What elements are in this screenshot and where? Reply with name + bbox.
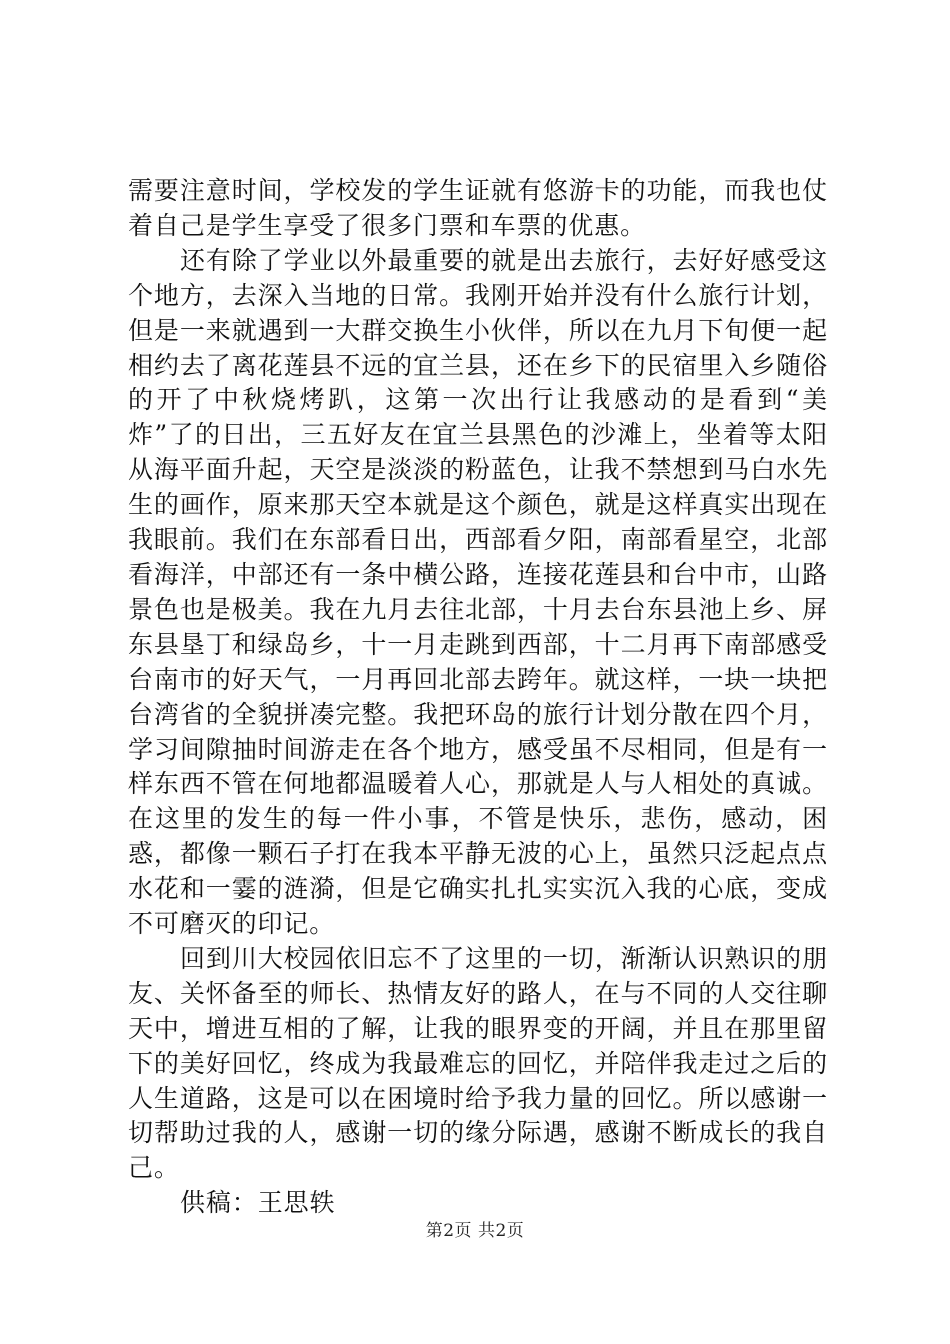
author-credit: 供稿：王思轶 [180,1188,336,1218]
document-body [128,174,828,1221]
paragraph-continuation: 需要注意时间，学校发的学生证就有悠游卡的功能，而我也仗着自己是学生享受了很多门票和车票的优惠。 [128,176,828,240]
page-number-footer: 第2页 共2页 [425,1221,525,1241]
paragraph-return: 回到川大校园依旧忘不了这里的一切，渐渐认识熟识的朋友、关怀备至的师长、热情友好的路人，在与不同的人交往聊天中，增进互相的了解，让我的眼界变的开阔，并且在那里留下的美好回忆，终成为我最难忘的回忆，并陪伴我走过之后的人生道路，这是可以在困境时给予我力量的回忆。所以感谢一切帮助过我的人，感谢一切的缘分际遇，感谢不断成长的我自己。 [128,943,828,1183]
paragraph-travel: 还有除了学业以外最重要的就是出去旅行，去好好感受这个地方，去深入当地的日常。我刚开始并没有什么旅行计划，但是一来就遇到一大群交换生小伙伴，所以在九月下旬便一起相约去了离花莲县不远的宜兰县，还在乡下的民宿里入乡随俗的开了中秋烧烤趴，这第一次出行让我感动的是看到“美炸”了的日出，三五好友在宜兰县黑色的沙滩上，坐着等太阳从海平面升起，天空是淡淡的粉蓝色，让我不禁想到马白水先生的画作，原来那天空本就是这个颜色，就是这样真实出现在我眼前。我们在东部看日出，西部看夕阳，南部看星空，北部看海洋，中部还有一条中横公路，连接花莲县和台中市，山路景色也是极美。我在九月去往北部，十月去台东县池上乡、屏东县垦丁和绿岛乡，十一月走跳到西部，十二月再下南部感受台南市的好天气，一月再回北部去跨年。就这样，一块一块把台湾省的全貌拼凑完整。我把环岛的旅行计划分散在四个月，学习间隙抽时间游走在各个地方，感受虽不尽相同，但是有一样东西不管在何地都温暖着人心，那就是人与人相处的真诚。在这里的发生的每一件小事，不管是快乐，悲伤，感动，困惑，都像一颗石子打在我本平静无波的心上，虽然只泛起点点水花和一霎的涟漪，但是它确实扎扎实实沉入我的心底，变成不可磨灭的印记。 [128,245,828,939]
